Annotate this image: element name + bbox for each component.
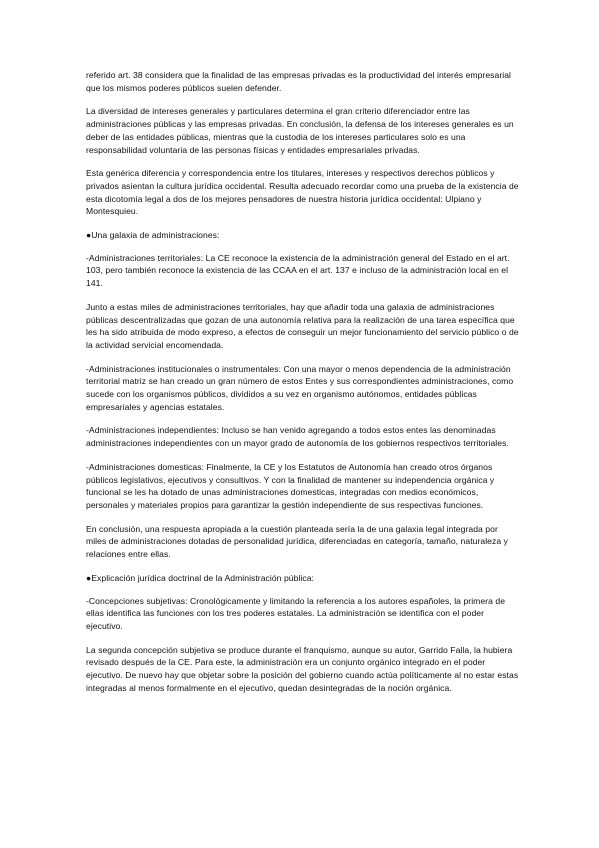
paragraph-independientes: -Administraciones independientes: Incluso se han venido agregando a todos estos entes las denominadas administraciones independientes con un mayor grado de autonomía de los gobiernos respectivos territoriales. — [86, 425, 509, 449]
paragraph-domesticas: -Administraciones domesticas: Finalmente, la CE y los Estatutos de Autonomía han creado otros órganos públicos legislativos, ejecutivos y consultivos. Y con la finalidad de mantener su independencia orgánica y funcional se les ha dotado de unas administraciones domesticas, integradas con medios económicos, personales y materiales propios para garantizar la gestión independiente de sus respectivas funciones. — [86, 461, 495, 510]
paragraph-territoriales: -Administraciones territoriales: La CE reconoce la existencia de la administración general del Estado en el art. 103, pero también reconoce la existencia de las CCAA en el art. 137 e incluso de la administración local en el 141. — [86, 252, 510, 289]
section-heading-explicacion: ●Explicación jurídica doctrinal de la Administración pública: — [86, 572, 314, 583]
paragraph-institucionales: -Administraciones institucionales o instrumentales: Con una mayor o menos dependencia de la administración territorial matriz se han creado un gran número de estos Entes y sus correspondientes administraciones, como sucede con los organismos públicos, divididos a su vez en organismo autónomos, entidades públicas empresariales y agencias estatales. — [86, 363, 514, 412]
paragraph-segunda-concepcion: La segunda concepción subjetiva se produce durante el franquismo, aunque su autor, Garrido Falla, la hubiera revisado después de la CE. Para este, la administración era un conjunto orgánico integrado en el poder ejecutivo. De nuevo hay que objetar sobre la posición del gobierno cuando actúa políticamente al no estar estas integradas al menos formalmente en el ejecutivo, quedan desintegradas de la noción orgánica. — [86, 644, 519, 693]
paragraph-conclusion: En conclusión, una respuesta apropiada a la cuestión planteada sería la de una galaxia legal integrada por miles de administraciones dotadas de personalidad jurídica, diferenciadas en categoría, tamaño, naturaleza y relaciones entre ellas. — [86, 523, 508, 560]
paragraph-2: La diversidad de intereses generales y particulares determina el gran criterio diferenciador entre las administraciones públicas y las empresas privadas. En conclusión, la defensa de los intereses generales es un deber de las entidades públicas, mientras que la custodia de los intereses particulares solo es una responsabilidad voluntaria de las personas físicas y entidades empresariales privadas. — [86, 106, 514, 155]
paragraph-subjetivas: -Concepciones subjetivas: Cronológicamente y limitando la referencia a los autores españoles, la primera de ellas identifica las funciones con los tres poderes estatales. La administración se identifica con el poder ejecutivo. — [86, 595, 506, 631]
paragraph-1: referido art. 38 considera que la finalidad de las empresas privadas es la productividad del interés empresarial que los mismos poderes públicos suelen defender. — [86, 70, 512, 93]
section-heading-galaxia: ●Una galaxia de administraciones: — [86, 230, 220, 241]
paragraph-3: Esta genérica diferencia y correspondencia entre los titulares, intereses y respectivos derechos públicos y privados asientan la cultura jurídica occidental. Resulta adecuado recordar como una prueba de la existencia de esta dicotomía legal a dos de los mejores pensadores de nuestra historia jurídica occidental: Ulpiano y Montesquieu. — [86, 168, 519, 217]
paragraph-descentralizadas: Junto a estas miles de administraciones territoriales, hay que añadir toda una galaxia de administraciones públicas descentralizadas que gozan de una autonomía relativa para la realización de una tarea específica que les ha sido atribuida de modo expreso, a efectos de conseguir un mejor funcionamiento del servicio público o de la actividad servicial encomendada. — [86, 301, 519, 350]
